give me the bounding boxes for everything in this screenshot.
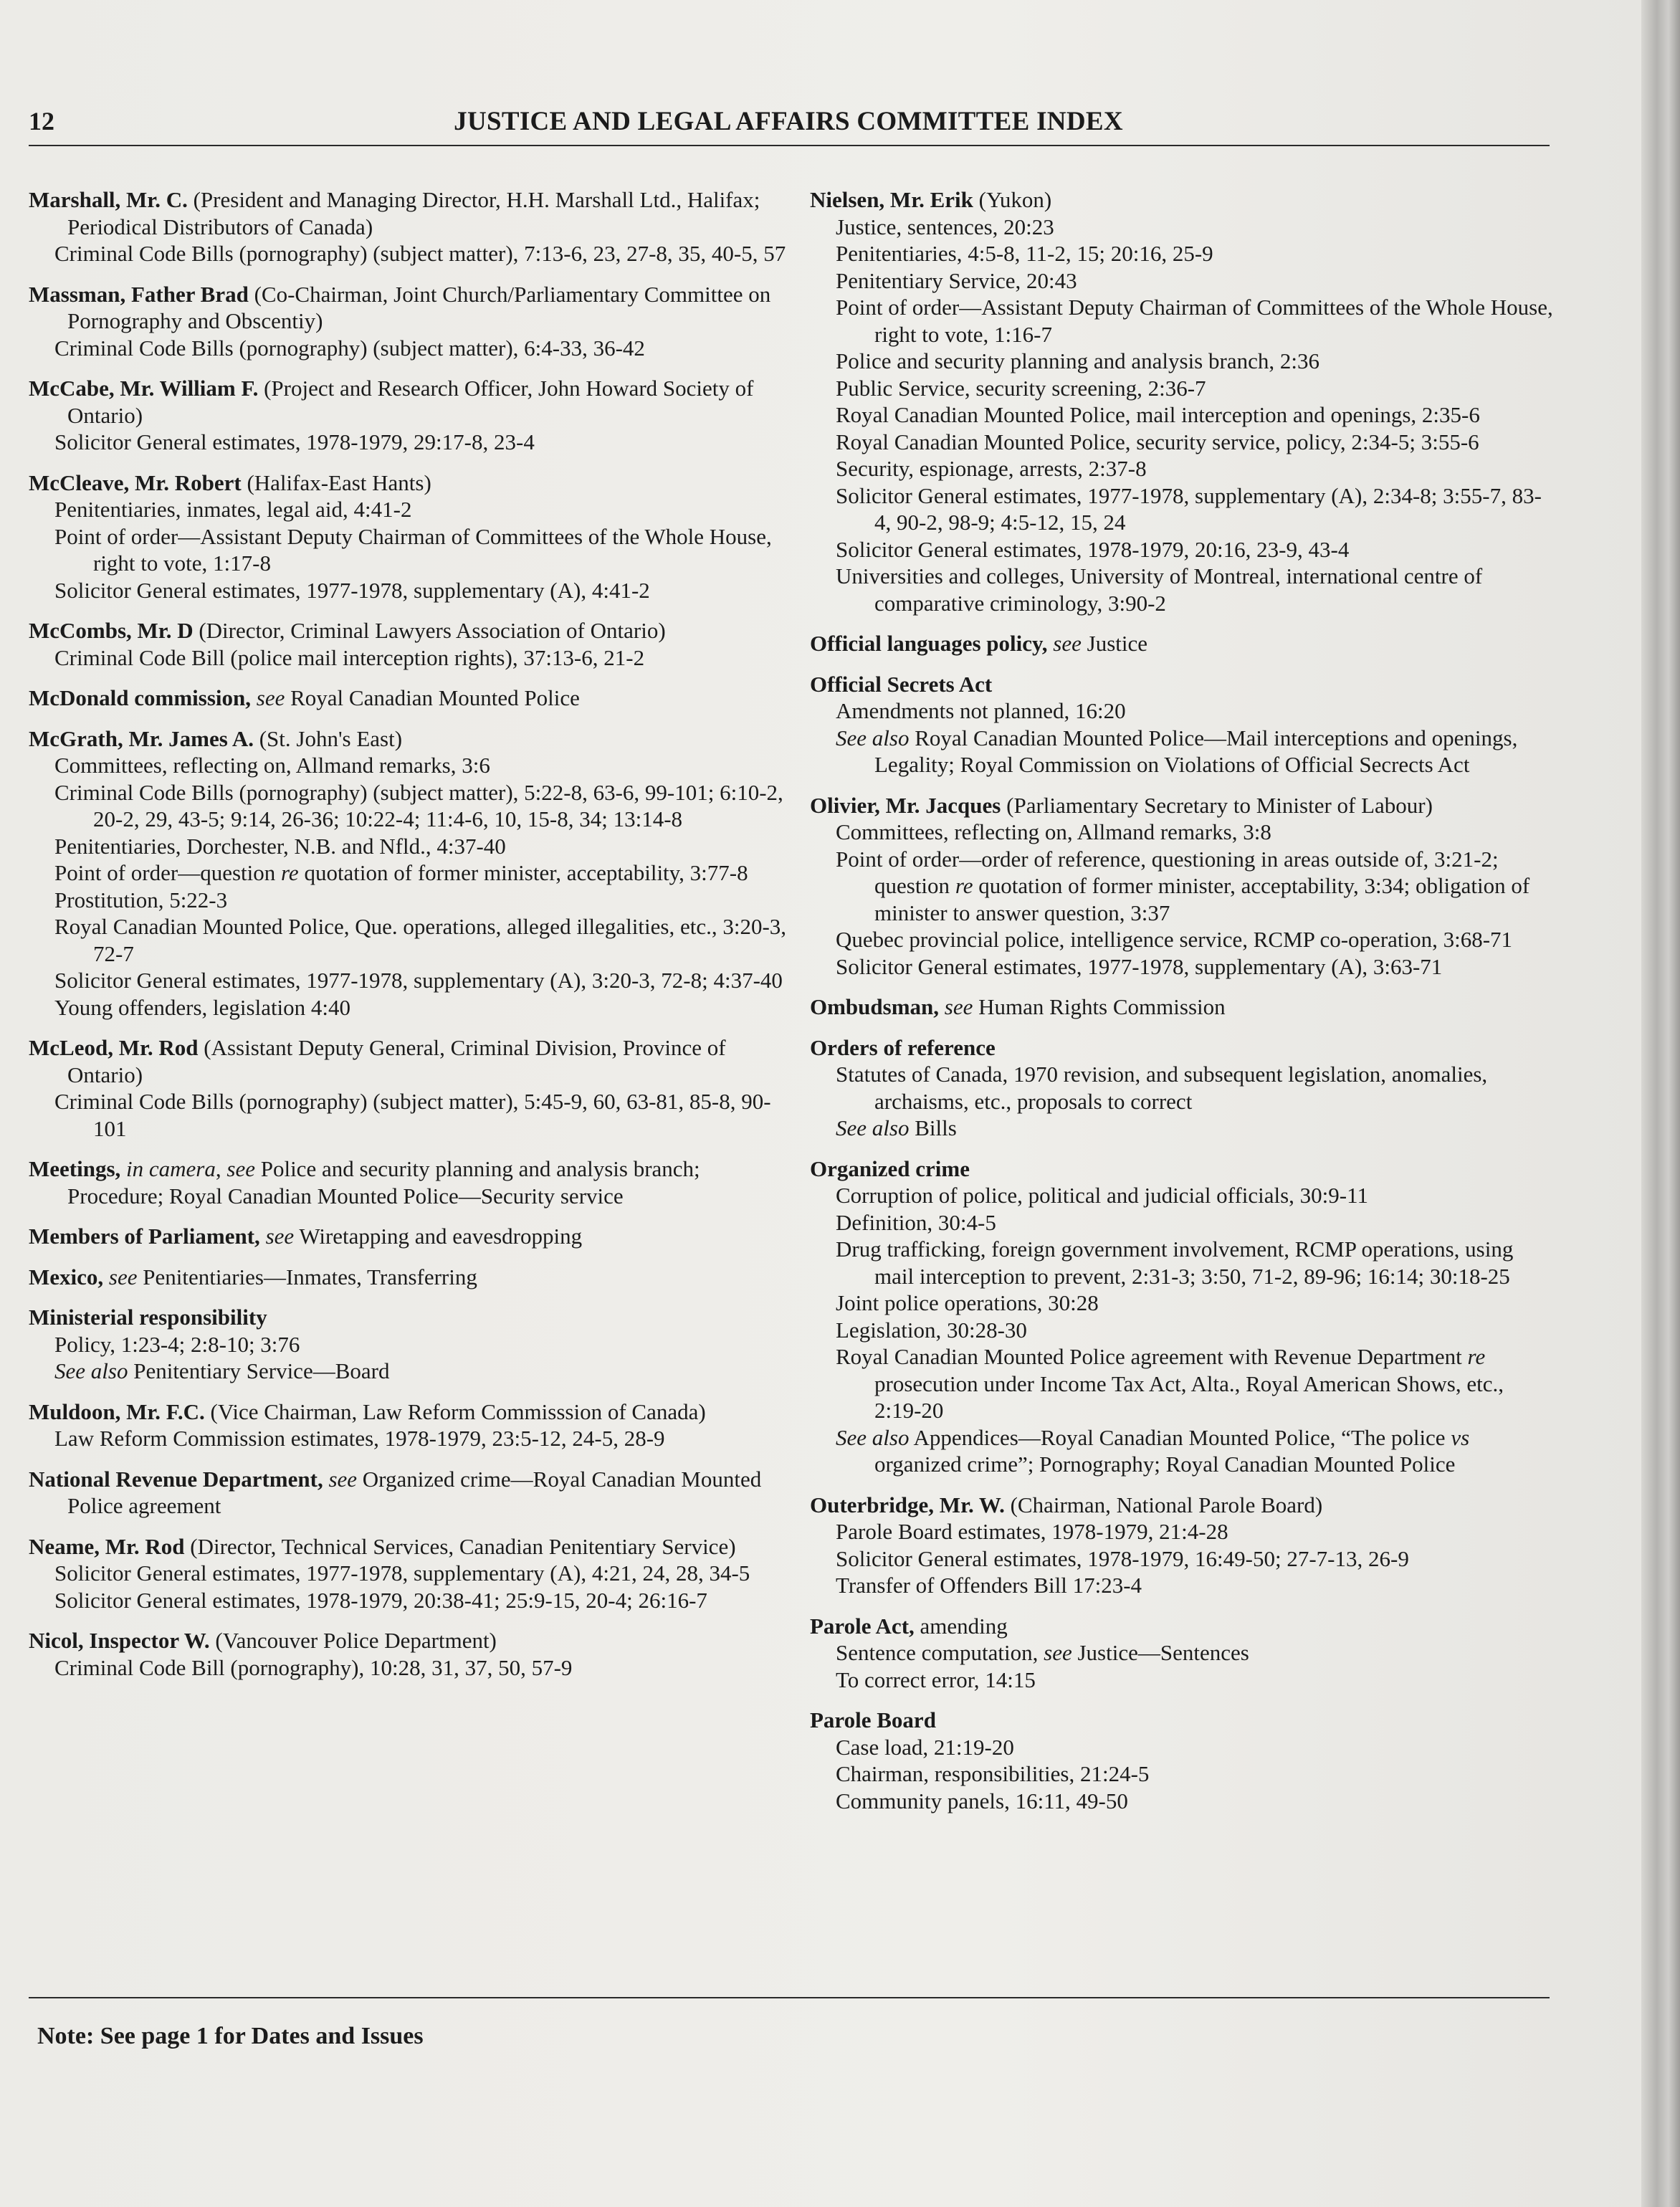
footer-note: Note: See page 1 for Dates and Issues [37, 2023, 424, 2049]
index-entry [810, 671, 1555, 778]
index-heading [29, 1533, 788, 1560]
index-term: Olivier, Mr. Jacques [810, 792, 1001, 818]
index-term: Ministerial responsibility [29, 1305, 267, 1330]
index-heading [29, 375, 788, 429]
index-heading: Members of Parliament, see Wiretapping and eavesdropping [29, 1224, 583, 1249]
index-heading: Ombudsman, see Human Rights Commission [810, 994, 1226, 1019]
index-subentry: Corruption of police, political and judicial officials, 30:9-11 [836, 1183, 1368, 1208]
index-term: McLeod, Mr. Rod [29, 1035, 199, 1060]
index-description: (Parliamentary Secretary to Minister of Labour) [1001, 792, 1433, 818]
index-term: Official Secrets Act [810, 671, 993, 697]
index-subentry: Point of order—order of reference, questioning in areas outside of, 3:21-2; question re quotation of former minister, acceptability, 3:34; obligation of minister to answer question, 3:37 [836, 846, 1530, 925]
index-description: (President and Managing Director, H.H. Marshall Ltd., Halifax; Periodical Distributors of Canada) [67, 187, 760, 239]
index-heading [29, 469, 788, 497]
index-subentry: Point of order—Assistant Deputy Chairman of Committees of the Whole House, right to vote, 1:16-7 [836, 295, 1553, 347]
index-entry [29, 617, 788, 671]
index-term: Members of Parliament, [29, 1224, 260, 1249]
index-subentry: Case load, 21:19-20 [836, 1734, 1014, 1760]
index-entry [29, 1155, 788, 1209]
index-subentry: Amendments not planned, 16:20 [836, 698, 1126, 723]
index-description: (Director, Technical Services, Canadian Penitentiary Service) [184, 1533, 736, 1559]
index-subentry: Police and security planning and analysis branch, 2:36 [836, 348, 1319, 373]
index-entry [29, 1034, 788, 1142]
index-subentry: Penitentiary Service, 20:43 [836, 267, 1077, 293]
page-header [29, 106, 1548, 142]
index-term: Organized crime [810, 1155, 970, 1181]
index-subentry: See also Royal Canadian Mounted Police—Mail interceptions and openings, Legality; Royal Commission on Violations of Official Secrects Act [836, 725, 1518, 777]
index-heading: Official languages policy, see Justice [810, 631, 1148, 656]
index-entry [29, 469, 788, 604]
index-subentry: Committees, reflecting on, Allmand remarks, 3:6 [54, 753, 490, 778]
index-subentry: Legislation, 30:28-30 [836, 1317, 1027, 1343]
index-description: (Vancouver Police Department) [209, 1628, 497, 1653]
index-subentry: Policy, 1:23-4; 2:8-10; 3:76 [54, 1331, 300, 1357]
index-subentry: Solicitor General estimates, 1977-1978, supplementary (A), 2:34-8; 3:55-7, 83-4, 90-2, 98-9; 4:5-12, 15, 24 [836, 482, 1542, 535]
index-subentry: Criminal Code Bills (pornography) (subject matter), 5:45-9, 60, 63-81, 85-8, 90-101 [54, 1089, 771, 1141]
index-subentry: See also Appendices—Royal Canadian Mounted Police, “The police vs organized crime”; Pornography; Royal Canadian Mounted Police [836, 1424, 1470, 1477]
index-term: Marshall, Mr. C. [29, 187, 188, 212]
index-subentry: Solicitor General estimates, 1978-1979, 29:17-8, 23-4 [54, 429, 535, 454]
index-term: Parole Board [810, 1707, 936, 1732]
index-heading [29, 617, 788, 644]
page-number: 12 [29, 107, 54, 135]
index-subentry: Universities and colleges, University of Montreal, international centre of comparative criminology, 3:90-2 [836, 563, 1483, 616]
index-entry [29, 1304, 788, 1385]
index-subentry: Community panels, 16:11, 49-50 [836, 1788, 1128, 1813]
index-subentry: Parole Board estimates, 1978-1979, 21:4-28 [836, 1519, 1228, 1544]
index-entry [810, 792, 1555, 981]
index-subentry: Prostitution, 5:22-3 [54, 887, 228, 912]
index-subentry: Solicitor General estimates, 1978-1979, 20:16, 23-9, 43-4 [836, 536, 1350, 562]
header-rule [29, 145, 1550, 146]
index-heading: Mexico, see Penitentiaries—Inmates, Transferring [29, 1264, 477, 1290]
index-heading: McDonald commission, see Royal Canadian Mounted Police [29, 685, 580, 710]
running-head-title: JUSTICE AND LEGAL AFFAIRS COMMITTEE INDEX [454, 107, 1123, 136]
index-entry [29, 1533, 788, 1614]
index-term: Official languages policy, [810, 631, 1048, 656]
index-column-right [810, 186, 1555, 1828]
index-subentry: Definition, 30:4-5 [836, 1209, 996, 1235]
index-term: Mexico, [29, 1264, 104, 1290]
index-subentry: Royal Canadian Mounted Police, security service, policy, 2:34-5; 3:55-6 [836, 429, 1479, 454]
index-term: Outerbridge, Mr. W. [810, 1492, 1005, 1517]
index-entry [29, 1627, 788, 1681]
index-entry [810, 630, 1555, 657]
index-term: McCleave, Mr. Robert [29, 469, 242, 495]
index-subentry: Royal Canadian Mounted Police agreement with Revenue Department re prosecution under Income Tax Act, Alta., Royal American Shows, etc., 2:19-20 [836, 1344, 1504, 1423]
index-description: amending [914, 1613, 1008, 1639]
index-subentry: Solicitor General estimates, 1977-1978, supplementary (A), 4:21, 24, 28, 34-5 [54, 1560, 750, 1586]
index-entry [810, 1492, 1555, 1599]
index-entry [810, 1613, 1555, 1694]
index-subentry: Drug trafficking, foreign government involvement, RCMP operations, using mail interception to prevent, 2:31-3; 3:50, 71-2, 89-96; 16:14; 30:18-25 [836, 1236, 1514, 1289]
index-subentry: See also Penitentiary Service—Board [54, 1358, 390, 1383]
index-entry [29, 1223, 788, 1250]
index-heading [810, 186, 1555, 214]
index-subentry: See also Bills [836, 1115, 957, 1140]
index-term: Muldoon, Mr. F.C. [29, 1398, 205, 1424]
index-heading [810, 1492, 1555, 1519]
index-term: Neame, Mr. Rod [29, 1533, 185, 1559]
index-subentry: Solicitor General estimates, 1977-1978, supplementary (A), 3:20-3, 72-8; 4:37-40 [54, 968, 783, 993]
index-description: (St. John's East) [253, 725, 403, 751]
index-subentry: Solicitor General estimates, 1977-1978, supplementary (A), 4:41-2 [54, 577, 650, 603]
index-entry [29, 375, 788, 456]
index-subentry: Solicitor General estimates, 1977-1978, supplementary (A), 3:63-71 [836, 953, 1443, 979]
index-subentry: Royal Canadian Mounted Police, mail interception and openings, 2:35-6 [836, 402, 1480, 427]
index-heading: National Revenue Department, see Organized crime—Royal Canadian Mounted Police agreement [29, 1466, 762, 1518]
index-subentry: Criminal Code Bills (pornography) (subject matter), 6:4-33, 36-42 [54, 335, 645, 361]
index-description: (Chairman, National Parole Board) [1004, 1492, 1323, 1517]
index-heading: Meetings, in camera, see Police and security planning and analysis branch; Procedure; Royal Canadian Mounted Police—Security service [29, 1156, 700, 1209]
index-subentry: Penitentiaries, 4:5-8, 11-2, 15; 20:16, 25-9 [836, 241, 1213, 266]
index-heading [29, 281, 788, 335]
index-heading [29, 1627, 788, 1654]
index-entry [810, 993, 1555, 1021]
index-subentry: Criminal Code Bills (pornography) (subject matter), 7:13-6, 23, 27-8, 35, 40-5, 57 [54, 241, 786, 266]
index-heading [29, 1398, 788, 1426]
index-entry [29, 685, 788, 712]
index-subentry: Public Service, security screening, 2:36-7 [836, 375, 1206, 401]
index-subentry: Justice, sentences, 20:23 [836, 214, 1054, 239]
index-entry [29, 1398, 788, 1452]
index-description: (Halifax-East Hants) [241, 469, 431, 495]
index-description: (Project and Research Officer, John Howard Society of Ontario) [67, 376, 754, 428]
index-heading [29, 186, 788, 240]
index-term: McCabe, Mr. William F. [29, 376, 259, 401]
index-subentry: Penitentiaries, inmates, legal aid, 4:41-2 [54, 497, 412, 522]
index-subentry: Quebec provincial police, intelligence service, RCMP co-operation, 3:68-71 [836, 927, 1513, 952]
index-entry [29, 1466, 788, 1520]
index-term: Nicol, Inspector W. [29, 1628, 210, 1653]
index-description: (Director, Criminal Lawyers Association of Ontario) [193, 618, 666, 643]
index-term: National Revenue Department, [29, 1466, 323, 1492]
index-description: (Co-Chairman, Joint Church/Parliamentary Committee on Pornography and Obscentiy) [67, 281, 771, 333]
index-subentry: Young offenders, legislation 4:40 [54, 994, 351, 1020]
index-entry [810, 1034, 1555, 1142]
index-subentry: Security, espionage, arrests, 2:37-8 [836, 456, 1147, 481]
index-entry [810, 1155, 1555, 1478]
index-subentry: Sentence computation, see Justice—Sentences [836, 1640, 1249, 1665]
footer-rule [29, 1997, 1550, 1998]
index-heading [29, 1034, 788, 1088]
index-description: (Yukon) [973, 187, 1052, 212]
index-subentry: Committees, reflecting on, Allmand remarks, 3:8 [836, 819, 1271, 844]
index-heading [29, 725, 788, 753]
index-subentry: Law Reform Commission estimates, 1978-1979, 23:5-12, 24-5, 28-9 [54, 1426, 665, 1451]
index-heading [810, 1155, 1555, 1183]
index-subentry: Royal Canadian Mounted Police, Que. operations, alleged illegalities, etc., 3:20-3, 72-7 [54, 914, 787, 966]
index-heading [810, 792, 1555, 819]
index-entry [29, 281, 788, 362]
index-heading [810, 1707, 1555, 1734]
index-subentry: Chairman, responsibilities, 21:24-5 [836, 1761, 1150, 1786]
index-heading [810, 1034, 1555, 1062]
index-term: McGrath, Mr. James A. [29, 725, 254, 751]
index-subentry: Transfer of Offenders Bill 17:23-4 [836, 1573, 1142, 1598]
index-subentry: Criminal Code Bills (pornography) (subject matter), 5:22-8, 63-6, 99-101; 6:10-2, 20-2, 29, 43-5; 9:14, 26-36; 10:22-4; 11:4-6, 10, 15-8, 34; 13:14-8 [54, 779, 783, 831]
index-term: Orders of reference [810, 1034, 996, 1060]
index-entry [810, 186, 1555, 616]
index-subentry: Penitentiaries, Dorchester, N.B. and Nfld., 4:37-40 [54, 833, 506, 859]
index-subentry: Point of order—Assistant Deputy Chairman of Committees of the Whole House, right to vote, 1:17-8 [54, 523, 772, 576]
index-subentry: Point of order—question re quotation of former minister, acceptability, 3:77-8 [54, 860, 748, 885]
index-entry [29, 1264, 788, 1291]
index-subentry: To correct error, 14:15 [836, 1667, 1036, 1692]
index-column-left [29, 186, 788, 1694]
index-entry [810, 1707, 1555, 1814]
index-heading [810, 1613, 1555, 1640]
index-subentry: Solicitor General estimates, 1978-1979, 16:49-50; 27-7-13, 26-9 [836, 1545, 1409, 1571]
index-entry [29, 725, 788, 1021]
index-subentry: Criminal Code Bill (pornography), 10:28, 31, 37, 50, 57-9 [54, 1654, 573, 1680]
index-entry [29, 186, 788, 267]
index-term: Ombudsman, [810, 994, 940, 1019]
index-term: McCombs, Mr. D [29, 618, 194, 643]
index-subentry: Solicitor General estimates, 1978-1979, 20:38-41; 25:9-15, 20-4; 26:16-7 [54, 1587, 707, 1613]
index-description: (Vice Chairman, Law Reform Commisssion of Canada) [204, 1398, 706, 1424]
index-term: Parole Act, [810, 1613, 915, 1639]
index-heading [810, 671, 1555, 698]
index-term: Meetings, [29, 1156, 121, 1181]
index-subentry: Criminal Code Bill (police mail interception rights), 37:13-6, 21-2 [54, 644, 645, 670]
index-term: McDonald commission, [29, 685, 251, 710]
index-subentry: Joint police operations, 30:28 [836, 1290, 1099, 1315]
index-description: (Assistant Deputy General, Criminal Division, Province of Ontario) [67, 1035, 726, 1087]
page-edge-shadow [1641, 0, 1680, 2207]
index-term: Massman, Father Brad [29, 281, 249, 307]
index-term: Nielsen, Mr. Erik [810, 187, 973, 212]
index-heading [29, 1304, 788, 1331]
index-subentry: Statutes of Canada, 1970 revision, and subsequent legislation, anomalies, archaisms, etc., proposals to correct [836, 1062, 1488, 1114]
